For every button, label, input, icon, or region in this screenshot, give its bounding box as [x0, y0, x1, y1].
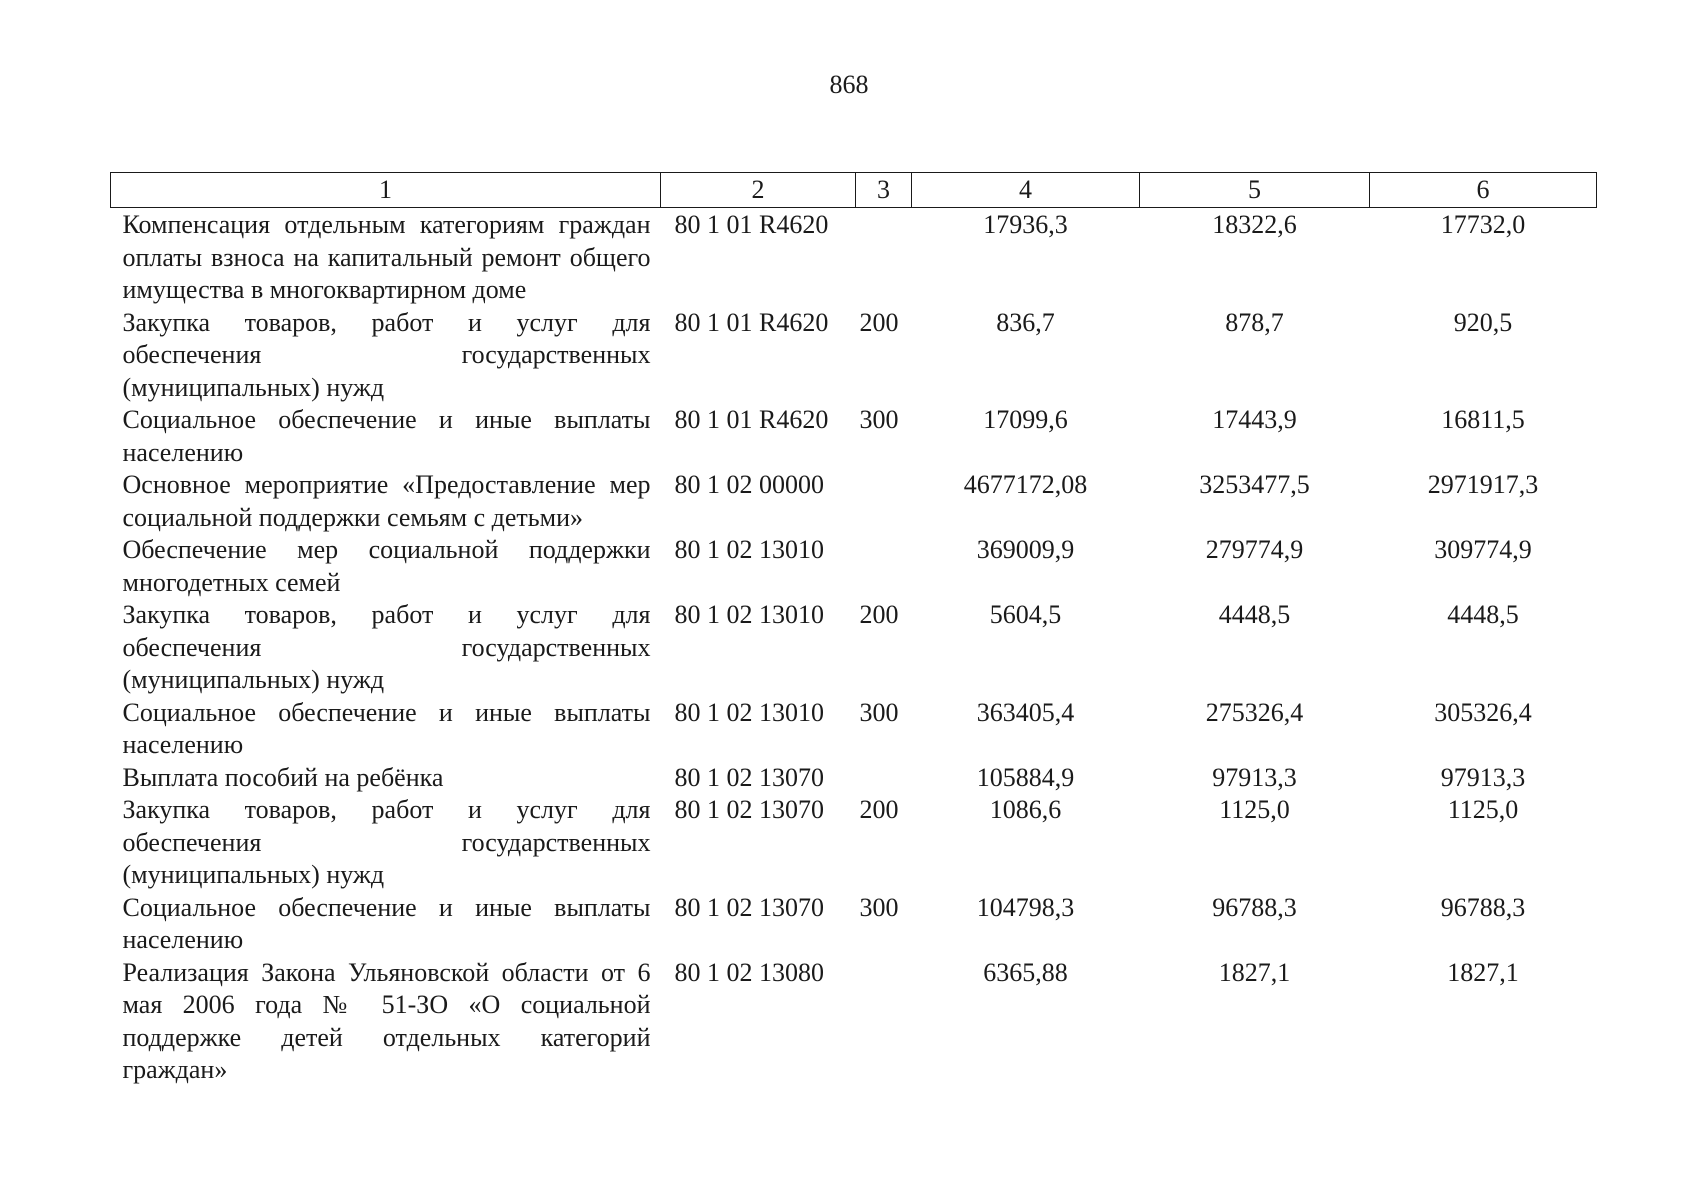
table-row [111, 762, 1597, 795]
row-value-col4: 836,7 [996, 307, 1055, 337]
row-kind [856, 534, 912, 599]
row-name: Компенсация отдельным категориям граждан оплаты взноса на капитальный ремонт общего имущества в многоквартирном доме [122, 210, 651, 304]
row-value-col6: 309774,9 [1434, 535, 1532, 564]
row-value-col4: 369009,9 [976, 535, 1075, 564]
row-value-col4: 6365,88 [983, 957, 1068, 987]
row-kind [856, 762, 912, 795]
row-kind: 300 [859, 892, 899, 922]
row-value-col6: 96788,3 [1440, 892, 1526, 922]
row-kind [856, 208, 912, 307]
row-value-col5: 3253477,5 [1199, 470, 1310, 499]
row-kind: 200 [859, 795, 899, 824]
row-value-col5: 1125,0 [1219, 795, 1290, 824]
row-name: Обеспечение мер социальной поддержки многодетных семей [122, 535, 651, 597]
row-value-col4: 5604,5 [989, 600, 1062, 629]
row-name: Закупка товаров, работ и услуг для обеспечения государственных (муниципальных) нужд [122, 795, 651, 889]
row-value-col4: 1086,6 [989, 795, 1062, 824]
row-value-col6: 1827,1 [1447, 957, 1519, 987]
row-kind: 300 [859, 697, 899, 727]
header-col-6: 6 [1370, 173, 1597, 208]
row-value-col4: 4677172,08 [963, 470, 1088, 499]
header-col-2: 2 [661, 173, 856, 208]
row-value-col5: 96788,3 [1212, 892, 1297, 922]
header-col-1: 1 [111, 173, 661, 208]
row-name: Реализация Закона Ульяновской области от 6 мая 2006 года № 51-ЗО «О социальной поддержке детей отдельных категорий граждан» [122, 957, 651, 1084]
row-name: Основное мероприятие «Предоставление мер социальной поддержки семьям с детьми» [122, 470, 651, 532]
table-row [111, 697, 1597, 762]
row-name: Социальное обеспечение и иные выплаты населению [122, 892, 651, 954]
table-row [111, 469, 1597, 534]
row-value-col6: 97913,3 [1440, 762, 1526, 792]
row-kind: 300 [859, 405, 899, 434]
row-value-col6: 17732,0 [1440, 210, 1526, 239]
row-value-col5: 97913,3 [1212, 762, 1297, 792]
row-code: 80 1 02 13010 [674, 697, 824, 727]
row-value-col6: 16811,5 [1441, 405, 1525, 434]
table-row [111, 794, 1597, 892]
row-name: Социальное обеспечение и иные выплаты населению [122, 405, 651, 467]
row-value-col5: 4448,5 [1218, 600, 1291, 629]
table-row [111, 534, 1597, 599]
row-code: 80 1 02 13080 [674, 957, 824, 987]
row-code: 80 1 02 13070 [674, 892, 824, 922]
header-col-4: 4 [912, 173, 1140, 208]
row-value-col6: 305326,4 [1434, 697, 1532, 727]
row-value-col4: 17099,6 [983, 405, 1068, 434]
row-kind [856, 957, 912, 1087]
row-value-col6: 2971917,3 [1427, 470, 1539, 499]
table-row [111, 957, 1597, 1087]
row-value-col4: 105884,9 [976, 762, 1075, 792]
row-value-col5: 17443,9 [1212, 405, 1297, 434]
row-name: Закупка товаров, работ и услуг для обеспечения государственных (муниципальных) нужд [122, 600, 651, 694]
table-body [111, 208, 1597, 1087]
row-value-col6: 4448,5 [1447, 600, 1519, 629]
row-code: 80 1 02 13070 [674, 795, 824, 824]
row-value-col5: 18322,6 [1212, 210, 1297, 239]
row-code: 80 1 01 R4620 [674, 307, 829, 337]
row-kind: 200 [859, 600, 899, 629]
row-name: Выплата пособий на ребёнка [122, 762, 444, 792]
row-value-col5: 279774,9 [1205, 535, 1304, 564]
row-value-col4: 104798,3 [976, 892, 1075, 922]
row-value-col6: 920,5 [1453, 307, 1513, 337]
page-number: 868 [829, 70, 869, 99]
table-row [111, 404, 1597, 469]
row-kind: 200 [859, 307, 899, 337]
row-value-col4: 17936,3 [983, 210, 1068, 239]
row-name: Социальное обеспечение и иные выплаты населению [122, 697, 651, 759]
row-value-col5: 878,7 [1225, 307, 1284, 337]
row-code: 80 1 02 13010 [674, 600, 824, 629]
budget-table [110, 172, 1597, 1087]
row-code: 80 1 01 R4620 [674, 405, 829, 434]
row-name: Закупка товаров, работ и услуг для обеспечения государственных (муниципальных) нужд [122, 307, 651, 402]
row-code: 80 1 01 R4620 [674, 210, 829, 239]
table-row [111, 599, 1597, 697]
header-col-5: 5 [1140, 173, 1370, 208]
header-row [111, 173, 1597, 208]
row-code: 80 1 02 13070 [674, 762, 824, 792]
table-header [111, 173, 1597, 208]
header-col-3: 3 [856, 173, 912, 208]
table-row [111, 307, 1597, 405]
row-value-col6: 1125,0 [1447, 795, 1519, 824]
row-value-col4: 363405,4 [976, 697, 1075, 727]
row-value-col5: 275326,4 [1205, 697, 1304, 727]
table-row [111, 208, 1597, 307]
row-kind [856, 469, 912, 534]
row-code: 80 1 02 13010 [674, 535, 824, 564]
row-code: 80 1 02 00000 [674, 470, 824, 499]
table-row [111, 892, 1597, 957]
row-value-col5: 1827,1 [1218, 957, 1291, 987]
